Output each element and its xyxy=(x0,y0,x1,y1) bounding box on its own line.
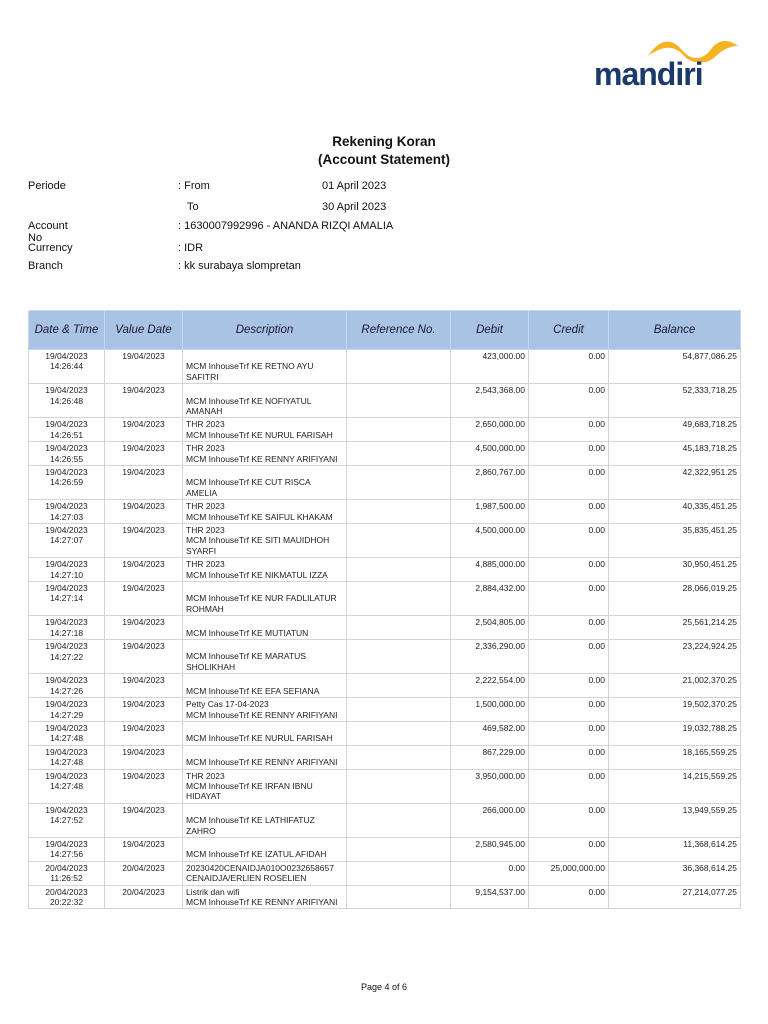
description-line: MCM InhouseTrf KE RETNO AYU xyxy=(186,361,314,372)
table-row xyxy=(29,442,741,466)
cell-value-date: 19/04/2023 xyxy=(105,674,183,698)
cell-balance: 36,368,614.25 xyxy=(609,861,741,885)
header-description: Description xyxy=(183,311,347,350)
cell-time: 14:27:29 xyxy=(49,709,84,720)
description-line: CENAIDJA/ERLIEN ROSELIEN xyxy=(186,873,307,884)
cell-balance: 13,949,559.25 xyxy=(609,803,741,837)
cell-time: 14:27:48 xyxy=(49,780,84,791)
header-reference: Reference No. xyxy=(347,311,451,350)
cell-description xyxy=(183,885,347,909)
title-line-1: Rekening Koran xyxy=(332,134,436,149)
description-line: SHOLIKHAH xyxy=(186,661,236,672)
cell-reference xyxy=(347,466,451,500)
cell-credit: 0.00 xyxy=(529,466,609,500)
cell-time: 11:26:52 xyxy=(50,873,83,884)
description-line: MCM InhouseTrf KE RENNY ARIFIYANI xyxy=(186,757,338,768)
cell-reference xyxy=(347,350,451,384)
cell-debit: 2,860,767.00 xyxy=(451,466,529,500)
cell-balance: 19,032,788.25 xyxy=(609,721,741,745)
cell-credit: 0.00 xyxy=(529,384,609,418)
description-line: MCM InhouseTrf KE IRFAN IBNU xyxy=(186,780,313,791)
cell-reference xyxy=(347,558,451,582)
cell-description xyxy=(183,721,347,745)
cell-date: 19/04/2023 xyxy=(45,525,88,536)
cell-description xyxy=(183,640,347,674)
cell-reference xyxy=(347,698,451,722)
cell-date: 19/04/2023 xyxy=(45,385,88,396)
description-line: MCM InhouseTrf KE NOFIYATUL xyxy=(186,395,312,406)
table-row xyxy=(29,418,741,442)
description-line: MCM InhouseTrf KE NIKMATUL IZZA xyxy=(186,569,328,580)
header-balance: Balance xyxy=(609,311,741,350)
cell-reference xyxy=(347,442,451,466)
cell-value-date: 19/04/2023 xyxy=(105,582,183,616)
cell-date-time xyxy=(29,524,105,558)
description-line xyxy=(186,805,343,815)
description-line xyxy=(186,583,343,593)
page-number: Page 4 of 6 xyxy=(360,982,408,992)
cell-time: 14:26:51 xyxy=(49,429,84,440)
cell-debit: 4,885,000.00 xyxy=(451,558,529,582)
currency-value: : IDR xyxy=(178,242,204,254)
description-line xyxy=(186,467,343,477)
cell-reference xyxy=(347,674,451,698)
cell-time: 14:27:18 xyxy=(49,627,84,638)
cell-date: 19/04/2023 xyxy=(45,699,88,710)
cell-description xyxy=(183,616,347,640)
statement-title xyxy=(0,133,768,169)
description-line: AMELIA xyxy=(186,487,218,498)
cell-credit: 0.00 xyxy=(529,885,609,909)
cell-description xyxy=(183,745,347,769)
cell-date: 19/04/2023 xyxy=(45,722,88,733)
cell-debit: 2,543,368.00 xyxy=(451,384,529,418)
description-line: MCM InhouseTrf KE MUTIATUN xyxy=(186,627,309,638)
cell-credit: 0.00 xyxy=(529,698,609,722)
table-row xyxy=(29,721,741,745)
cell-debit: 1,987,500.00 xyxy=(451,500,529,524)
cell-reference xyxy=(347,384,451,418)
cell-debit: 423,000.00 xyxy=(451,350,529,384)
description-line: MCM InhouseTrf KE RENNY ARIFIYANI xyxy=(186,709,338,720)
cell-balance: 40,335,451.25 xyxy=(609,500,741,524)
description-line: THR 2023 xyxy=(186,525,225,536)
cell-value-date: 19/04/2023 xyxy=(105,466,183,500)
cell-reference xyxy=(347,640,451,674)
cell-description xyxy=(183,837,347,861)
cell-balance: 14,215,559.25 xyxy=(609,769,741,803)
cell-credit: 0.00 xyxy=(529,721,609,745)
description-line: THR 2023 xyxy=(186,559,225,570)
description-line xyxy=(186,675,343,685)
cell-time: 14:27:52 xyxy=(49,815,84,826)
cell-reference xyxy=(347,418,451,442)
cell-value-date: 19/04/2023 xyxy=(105,837,183,861)
cell-value-date: 19/04/2023 xyxy=(105,350,183,384)
account-value: : 1630007992996 - ANANDA RIZQI AMALIA xyxy=(178,220,394,232)
cell-balance: 25,561,214.25 xyxy=(609,616,741,640)
cell-date-time xyxy=(29,837,105,861)
cell-balance: 18,165,559.25 xyxy=(609,745,741,769)
cell-description xyxy=(183,442,347,466)
cell-value-date: 19/04/2023 xyxy=(105,640,183,674)
cell-description xyxy=(183,350,347,384)
cell-credit: 0.00 xyxy=(529,582,609,616)
cell-reference xyxy=(347,861,451,885)
description-line: 20230420CENAIDJA010O0232658657 xyxy=(186,862,334,873)
cell-description xyxy=(183,558,347,582)
to-date: 30 April 2023 xyxy=(322,201,387,213)
cell-description xyxy=(183,500,347,524)
cell-value-date: 19/04/2023 xyxy=(105,558,183,582)
description-line: THR 2023 xyxy=(186,501,225,512)
cell-description xyxy=(183,769,347,803)
description-line: Petty Cas 17-04-2023 xyxy=(186,699,269,710)
table-header-row xyxy=(29,311,741,350)
description-line: MCM InhouseTrf KE EFA SEFIANA xyxy=(186,685,320,696)
description-line: THR 2023 xyxy=(186,770,225,781)
cell-debit: 2,580,945.00 xyxy=(451,837,529,861)
from-date: 01 April 2023 xyxy=(322,180,387,192)
description-line: Listrik dan wifi xyxy=(186,886,240,897)
cell-reference xyxy=(347,885,451,909)
cell-value-date: 19/04/2023 xyxy=(105,721,183,745)
cell-value-date: 19/04/2023 xyxy=(105,769,183,803)
cell-date: 19/04/2023 xyxy=(45,467,88,478)
description-line: MCM InhouseTrf KE RENNY ARIFIYANI xyxy=(186,897,338,907)
cell-debit: 9,154,537.00 xyxy=(451,885,529,909)
branch-label: Branch xyxy=(28,260,63,272)
table-row xyxy=(29,698,741,722)
description-line xyxy=(186,385,343,395)
description-line xyxy=(186,641,343,651)
cell-time: 14:27:56 xyxy=(49,849,84,860)
description-line: MCM InhouseTrf KE MARATUS xyxy=(186,651,306,662)
cell-reference xyxy=(347,500,451,524)
cell-credit: 0.00 xyxy=(529,837,609,861)
table-row xyxy=(29,674,741,698)
cell-date: 19/04/2023 xyxy=(45,770,88,781)
table-row xyxy=(29,524,741,558)
cell-date-time xyxy=(29,803,105,837)
cell-date-time xyxy=(29,640,105,674)
cell-balance: 19,502,370.25 xyxy=(609,698,741,722)
cell-value-date: 19/04/2023 xyxy=(105,524,183,558)
description-line xyxy=(186,723,343,733)
cell-credit: 0.00 xyxy=(529,769,609,803)
table-row xyxy=(29,769,741,803)
cell-date: 19/04/2023 xyxy=(45,559,88,570)
description-line: MCM InhouseTrf KE LATHIFATUZ xyxy=(186,815,315,826)
header-debit: Debit xyxy=(451,311,529,350)
cell-date-time xyxy=(29,721,105,745)
cell-value-date: 19/04/2023 xyxy=(105,616,183,640)
table-row xyxy=(29,640,741,674)
cell-date: 19/04/2023 xyxy=(45,351,88,361)
description-line: ROHMAH xyxy=(186,603,224,614)
currency-label: Currency xyxy=(28,242,73,254)
table-row xyxy=(29,500,741,524)
cell-date-time xyxy=(29,674,105,698)
from-label: : From xyxy=(178,180,210,192)
cell-credit: 0.00 xyxy=(529,616,609,640)
cell-value-date: 19/04/2023 xyxy=(105,442,183,466)
cell-time: 14:26:44 xyxy=(49,361,84,372)
cell-debit: 2,222,554.00 xyxy=(451,674,529,698)
cell-date-time xyxy=(29,745,105,769)
description-line: MCM InhouseTrf KE NURUL FARISAH xyxy=(186,733,333,744)
cell-reference xyxy=(347,582,451,616)
table-row xyxy=(29,745,741,769)
cell-balance: 54,877,086.25 xyxy=(609,350,741,384)
cell-value-date: 19/04/2023 xyxy=(105,745,183,769)
cell-time: 14:27:48 xyxy=(49,757,84,768)
cell-description xyxy=(183,524,347,558)
branch-value: : kk surabaya slompretan xyxy=(178,260,301,272)
description-line xyxy=(186,839,343,849)
description-line: MCM InhouseTrf KE SITI MAUIDHOH xyxy=(186,535,330,546)
cell-value-date: 20/04/2023 xyxy=(105,885,183,909)
cell-description xyxy=(183,674,347,698)
to-label: To xyxy=(187,201,199,213)
cell-date-time xyxy=(29,500,105,524)
description-line: HIDAYAT xyxy=(186,791,221,802)
description-line: THR 2023 xyxy=(186,419,225,430)
cell-date-time xyxy=(29,885,105,909)
cell-credit: 0.00 xyxy=(529,803,609,837)
cell-date: 19/04/2023 xyxy=(45,501,88,512)
cell-balance: 27,214,077.25 xyxy=(609,885,741,909)
cell-balance: 49,683,718.25 xyxy=(609,418,741,442)
cell-credit: 25,000,000.00 xyxy=(529,861,609,885)
cell-value-date: 19/04/2023 xyxy=(105,500,183,524)
cell-value-date: 19/04/2023 xyxy=(105,803,183,837)
table-row xyxy=(29,350,741,384)
cell-time: 14:26:48 xyxy=(49,395,84,406)
cell-balance: 28,066,019.25 xyxy=(609,582,741,616)
statement-body xyxy=(29,350,741,909)
cell-reference xyxy=(347,616,451,640)
header-credit: Credit xyxy=(529,311,609,350)
table-row xyxy=(29,384,741,418)
description-line: MCM InhouseTrf KE SAIFUL KHAKAM xyxy=(186,511,333,522)
cell-time: 14:27:48 xyxy=(49,733,84,744)
description-line: MCM InhouseTrf KE NUR FADLILATUR xyxy=(186,593,337,604)
cell-reference xyxy=(347,745,451,769)
cell-date: 19/04/2023 xyxy=(45,746,88,757)
cell-credit: 0.00 xyxy=(529,640,609,674)
account-label: Account No xyxy=(28,220,68,244)
cell-date: 19/04/2023 xyxy=(45,443,88,454)
cell-date: 19/04/2023 xyxy=(45,804,88,815)
cell-credit: 0.00 xyxy=(529,524,609,558)
cell-date-time xyxy=(29,466,105,500)
cell-date-time xyxy=(29,350,105,384)
table-row xyxy=(29,861,741,885)
cell-credit: 0.00 xyxy=(529,442,609,466)
cell-debit: 0.00 xyxy=(451,861,529,885)
cell-credit: 0.00 xyxy=(529,674,609,698)
cell-time: 14:27:07 xyxy=(49,535,84,546)
description-line xyxy=(186,747,343,757)
cell-time: 14:26:59 xyxy=(49,477,84,488)
header-date-time: Date & Time xyxy=(29,311,105,350)
cell-credit: 0.00 xyxy=(529,500,609,524)
cell-description xyxy=(183,384,347,418)
cell-credit: 0.00 xyxy=(529,745,609,769)
cell-date-time xyxy=(29,698,105,722)
cell-date-time xyxy=(29,616,105,640)
description-line: MCM InhouseTrf KE CUT RISCA xyxy=(186,477,311,488)
cell-date: 20/04/2023 xyxy=(45,862,88,873)
cell-debit: 1,500,000.00 xyxy=(451,698,529,722)
cell-date: 19/04/2023 xyxy=(45,617,88,628)
cell-date: 19/04/2023 xyxy=(45,675,88,686)
cell-description xyxy=(183,698,347,722)
cell-balance: 45,183,718.25 xyxy=(609,442,741,466)
cell-description xyxy=(183,466,347,500)
cell-time: 14:27:10 xyxy=(49,569,84,580)
cell-balance: 52,333,718.25 xyxy=(609,384,741,418)
cell-date-time xyxy=(29,769,105,803)
cell-reference xyxy=(347,803,451,837)
cell-credit: 0.00 xyxy=(529,418,609,442)
cell-date-time xyxy=(29,418,105,442)
cell-time: 14:27:03 xyxy=(49,511,84,522)
table-row xyxy=(29,803,741,837)
cell-date-time xyxy=(29,558,105,582)
cell-date-time xyxy=(29,384,105,418)
statement-table xyxy=(28,310,741,909)
table-row xyxy=(29,466,741,500)
cell-date-time xyxy=(29,442,105,466)
description-line: THR 2023 xyxy=(186,443,225,454)
cell-debit: 469,582.00 xyxy=(451,721,529,745)
cell-value-date: 20/04/2023 xyxy=(105,861,183,885)
cell-debit: 867,229.00 xyxy=(451,745,529,769)
description-line xyxy=(186,617,343,627)
description-line: ZAHRO xyxy=(186,825,216,836)
table-row xyxy=(29,616,741,640)
description-line: SYARFI xyxy=(186,545,217,556)
cell-description xyxy=(183,582,347,616)
table-row xyxy=(29,558,741,582)
description-line: MCM InhouseTrf KE RENNY ARIFIYANI xyxy=(186,453,338,464)
cell-date-time xyxy=(29,582,105,616)
cell-time: 20:22:32 xyxy=(49,897,84,907)
description-line: SAFITRI xyxy=(186,371,219,382)
cell-balance: 11,368,614.25 xyxy=(609,837,741,861)
mandiri-wordmark: mandiri xyxy=(594,56,703,92)
table-row xyxy=(29,582,741,616)
cell-date-time xyxy=(29,861,105,885)
cell-balance: 35,835,451.25 xyxy=(609,524,741,558)
cell-debit: 4,500,000.00 xyxy=(451,442,529,466)
cell-credit: 0.00 xyxy=(529,558,609,582)
cell-balance: 42,322,951.25 xyxy=(609,466,741,500)
cell-value-date: 19/04/2023 xyxy=(105,418,183,442)
cell-description xyxy=(183,861,347,885)
cell-debit: 266,000.00 xyxy=(451,803,529,837)
cell-time: 14:26:55 xyxy=(49,453,84,464)
cell-debit: 2,504,805.00 xyxy=(451,616,529,640)
description-line: MCM InhouseTrf KE NURUL FARISAH xyxy=(186,429,333,440)
description-line xyxy=(186,351,343,361)
cell-value-date: 19/04/2023 xyxy=(105,698,183,722)
cell-balance: 23,224,924.25 xyxy=(609,640,741,674)
cell-balance: 30,950,451.25 xyxy=(609,558,741,582)
cell-time: 14:27:22 xyxy=(49,651,84,662)
period-label: Periode xyxy=(28,180,66,192)
cell-time: 14:27:26 xyxy=(49,685,84,696)
description-line: MCM InhouseTrf KE IZATUL AFIDAH xyxy=(186,849,327,860)
cell-debit: 2,650,000.00 xyxy=(451,418,529,442)
cell-debit: 3,950,000.00 xyxy=(451,769,529,803)
cell-time: 14:27:14 xyxy=(49,593,84,604)
cell-debit: 4,500,000.00 xyxy=(451,524,529,558)
mandiri-logo xyxy=(594,36,744,96)
cell-value-date: 19/04/2023 xyxy=(105,384,183,418)
header-value-date: Value Date xyxy=(105,311,183,350)
cell-date: 19/04/2023 xyxy=(45,419,88,430)
cell-reference xyxy=(347,837,451,861)
cell-date: 19/04/2023 xyxy=(45,641,88,652)
table-row xyxy=(29,837,741,861)
cell-debit: 2,336,290.00 xyxy=(451,640,529,674)
cell-balance: 21,002,370.25 xyxy=(609,674,741,698)
cell-reference xyxy=(347,524,451,558)
cell-debit: 2,884,432.00 xyxy=(451,582,529,616)
cell-reference xyxy=(347,769,451,803)
cell-reference xyxy=(347,721,451,745)
table-row xyxy=(29,885,741,909)
cell-date: 20/04/2023 xyxy=(45,886,88,897)
cell-credit: 0.00 xyxy=(529,350,609,384)
cell-description xyxy=(183,803,347,837)
title-line-2: (Account Statement) xyxy=(317,152,450,167)
cell-date: 19/04/2023 xyxy=(45,583,88,594)
cell-date: 19/04/2023 xyxy=(45,838,88,849)
cell-description xyxy=(183,418,347,442)
description-line: AMANAH xyxy=(186,406,223,416)
